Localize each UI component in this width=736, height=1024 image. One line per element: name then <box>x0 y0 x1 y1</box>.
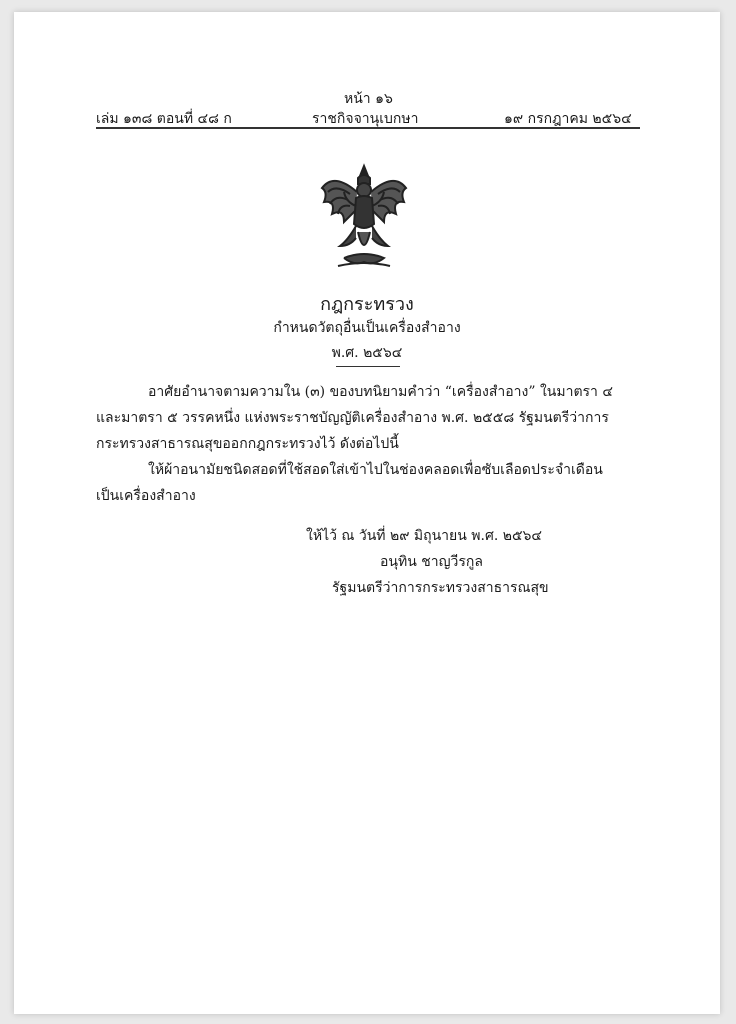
document-title: กฎกระทรวง <box>320 294 414 315</box>
page-number: หน้า ๑๖ <box>344 91 393 107</box>
paragraph-line: ให้ผ้าอนามัยชนิดสอดที่ใช้สอดใส่เข้าไปในช่องคลอดเพื่อซับเลือดประจำเดือน <box>148 462 603 478</box>
paragraph-line: และมาตรา ๕ วรรคหนึ่ง แห่งพระราชบัญญัติเครื่องสำอาง พ.ศ. ๒๕๕๘ รัฐมนตรีว่าการ <box>96 410 609 426</box>
document-page <box>14 12 720 1014</box>
signatory-name: อนุทิน ชาญวีรกูล <box>380 554 483 570</box>
signing-date: ให้ไว้ ณ วันที่ ๒๙ มิถุนายน พ.ศ. ๒๕๖๔ <box>306 528 543 544</box>
volume-issue: เล่ม ๑๓๘ ตอนที่ ๔๘ ก <box>96 111 232 127</box>
header-rule <box>96 127 640 129</box>
gazette-name: ราชกิจจานุเบกษา <box>312 111 419 127</box>
document-year: พ.ศ. ๒๕๖๔ <box>331 345 403 361</box>
publication-date: ๑๙ กรกฎาคม ๒๕๖๔ <box>504 111 632 127</box>
title-rule <box>336 366 400 367</box>
paragraph-line: กระทรวงสาธารณสุขออกกฎกระทรวงไว้ ดังต่อไปนี้ <box>96 436 399 452</box>
signatory-position: รัฐมนตรีว่าการกระทรวงสาธารณสุข <box>332 580 549 596</box>
garuda-emblem-icon <box>314 162 414 274</box>
paragraph-line: เป็นเครื่องสำอาง <box>96 488 196 504</box>
paragraph-line: อาศัยอำนาจตามความใน (๓) ของบทนิยามคำว่า “เครื่องสำอาง” ในมาตรา ๔ <box>148 384 613 400</box>
document-subtitle: กำหนดวัตถุอื่นเป็นเครื่องสำอาง <box>273 320 461 336</box>
